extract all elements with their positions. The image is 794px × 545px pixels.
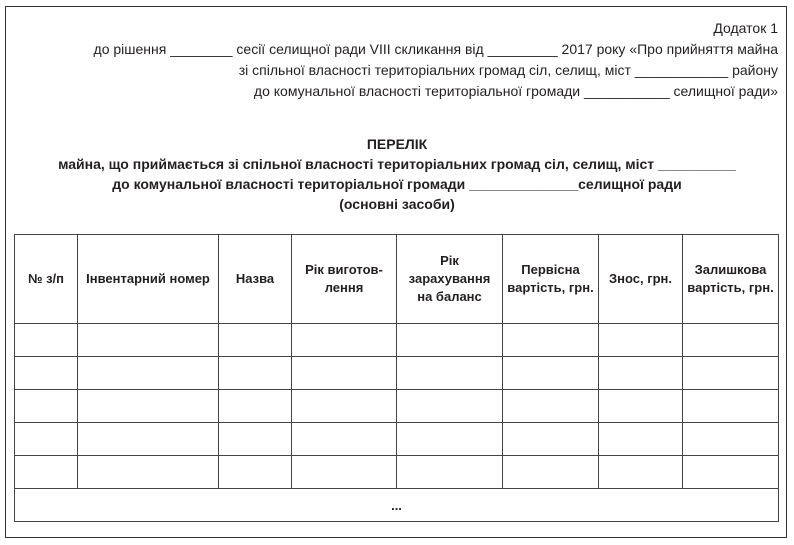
table-cell bbox=[15, 324, 78, 357]
column-header-year-registered: Рік зарахування на баланс bbox=[397, 235, 503, 324]
table-cell bbox=[78, 357, 219, 390]
assets-table bbox=[14, 234, 779, 522]
table-cell bbox=[292, 423, 397, 456]
column-header-initial-value: Первісна вартість, грн. bbox=[503, 235, 599, 324]
column-header-inventory-number: Інвентарний номер bbox=[78, 235, 219, 324]
table-cell bbox=[292, 324, 397, 357]
table-cell bbox=[397, 456, 503, 489]
table-cell bbox=[78, 390, 219, 423]
table-cell bbox=[397, 390, 503, 423]
table-cell bbox=[599, 324, 683, 357]
table-continuation-row bbox=[15, 489, 779, 522]
table-cell bbox=[15, 423, 78, 456]
column-header-number: № з/п bbox=[15, 235, 78, 324]
table-cell bbox=[78, 423, 219, 456]
table-cell bbox=[219, 357, 292, 390]
column-header-residual-value: Залишкова вартість, грн. bbox=[683, 235, 779, 324]
table-cell bbox=[397, 357, 503, 390]
title-line-1: майна, що приймається зі спільної власності територіальних громад сіл, селищ, міст __________ bbox=[58, 156, 736, 172]
annex-line-3: до комунальної власності територіальної громади ___________ селищної ради» bbox=[253, 83, 778, 99]
table-cell bbox=[599, 357, 683, 390]
table-cell bbox=[292, 456, 397, 489]
table-cell bbox=[219, 456, 292, 489]
table-cell bbox=[683, 357, 779, 390]
table-continuation-cell: ... bbox=[15, 489, 779, 522]
table-cell bbox=[503, 423, 599, 456]
table-cell bbox=[503, 324, 599, 357]
table-cell bbox=[503, 390, 599, 423]
table-cell bbox=[503, 357, 599, 390]
column-header-year-made: Рік виготов-лення bbox=[292, 235, 397, 324]
table-cell bbox=[397, 324, 503, 357]
title-line-3: (основні засоби) bbox=[339, 196, 455, 212]
table-row bbox=[15, 390, 779, 423]
document-title bbox=[0, 134, 794, 214]
table-cell bbox=[219, 423, 292, 456]
table-cell bbox=[397, 423, 503, 456]
annex-header bbox=[48, 18, 778, 102]
title-heading: ПЕРЕЛІК bbox=[366, 136, 428, 152]
table-cell bbox=[219, 390, 292, 423]
table-header-row bbox=[15, 235, 779, 324]
table-cell bbox=[683, 423, 779, 456]
table-row bbox=[15, 357, 779, 390]
table-cell bbox=[15, 456, 78, 489]
annex-line-1: до рішення ________ сесії селищної ради VIII скликання від _________ 2017 року «Про прийняття майна bbox=[93, 41, 778, 57]
table-row bbox=[15, 423, 779, 456]
table-cell bbox=[292, 390, 397, 423]
table-row bbox=[15, 456, 779, 489]
table-cell bbox=[78, 456, 219, 489]
table-cell bbox=[683, 390, 779, 423]
table-cell bbox=[683, 456, 779, 489]
title-line-2: до комунальної власності територіальної громади ______________селищної ради bbox=[112, 176, 682, 192]
column-header-depreciation: Знос, грн. bbox=[599, 235, 683, 324]
table-cell bbox=[503, 456, 599, 489]
table-cell bbox=[683, 324, 779, 357]
table-cell bbox=[292, 357, 397, 390]
table-cell bbox=[15, 390, 78, 423]
table-cell bbox=[599, 456, 683, 489]
annex-label: Додаток 1 bbox=[713, 20, 778, 36]
table-cell bbox=[15, 357, 78, 390]
annex-line-2: зі спільної власності територіальних громад сіл, селищ, міст ____________ району bbox=[238, 62, 778, 78]
table-cell bbox=[78, 324, 219, 357]
table-cell bbox=[219, 324, 292, 357]
table-cell bbox=[599, 390, 683, 423]
column-header-name: Назва bbox=[219, 235, 292, 324]
table-row bbox=[15, 324, 779, 357]
table-cell bbox=[599, 423, 683, 456]
